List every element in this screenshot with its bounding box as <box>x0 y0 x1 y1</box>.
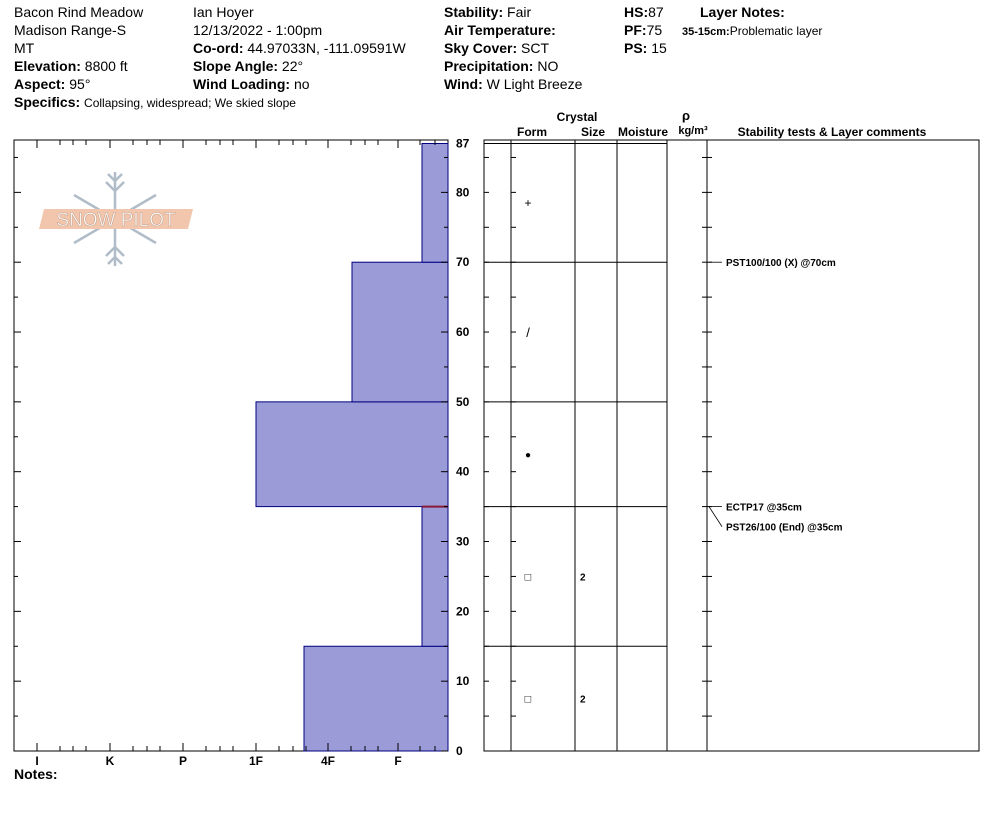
air-temp-label: Air Temperature: <box>444 22 556 38</box>
crystal-size-3: 2 <box>580 572 586 584</box>
precip-label: Precipitation: <box>444 58 534 74</box>
form-header: Form <box>517 125 547 139</box>
table-ticks <box>484 157 712 716</box>
moisture-header: Moisture <box>617 125 669 139</box>
size-header: Size <box>580 125 606 139</box>
hardness-label-1f: 1F <box>248 754 264 768</box>
date-time: 12/13/2022 - 1:00pm <box>193 22 323 38</box>
y-tick-label-50: 50 <box>456 394 470 409</box>
hardness-label-p: P <box>178 754 188 768</box>
sky-label: Sky Cover: <box>444 40 518 56</box>
mountain-range: Madison Range-S <box>14 22 127 38</box>
density-unit: kg/m³ <box>678 125 708 137</box>
state: MT <box>14 40 35 56</box>
stability-label: Stability: <box>444 4 504 20</box>
coord-value: 44.97033N, -111.09591W <box>243 40 406 56</box>
layer-note-range: 35-15cm: <box>682 26 730 38</box>
hardness-label-k: K <box>105 754 115 768</box>
y-tick-label-70: 70 <box>456 255 470 270</box>
slope-value: 22° <box>278 58 304 74</box>
logo-text: SNOW PILOT <box>56 210 176 231</box>
pf-label: PF: <box>624 22 647 38</box>
aspect-label: Aspect: <box>14 76 66 92</box>
layer-note-text: Problematic layer <box>729 24 823 38</box>
hs-value: 87 <box>648 4 664 20</box>
hardness-label-i: I <box>35 754 39 768</box>
observer: Ian Hoyer <box>193 4 254 20</box>
coord-label: Co-ord: <box>193 40 244 56</box>
crystal-form-4: □ <box>524 693 532 706</box>
y-tick-label-10: 10 <box>456 674 470 689</box>
stability-test-2: PST26/100 (End) @35cm <box>726 522 843 534</box>
crystal-header: Crystal <box>556 110 598 124</box>
crystal-form-2: ● <box>524 450 532 462</box>
stability-test-0: PST100/100 (X) @70cm <box>726 258 836 270</box>
location-name: Bacon Rind Meadow <box>14 4 144 20</box>
hs-label: HS: <box>624 4 649 20</box>
elevation-value: 8800 ft <box>80 58 128 74</box>
hardness-label-4f: 4F <box>320 754 336 768</box>
hardness-bars <box>256 143 448 751</box>
crystal-form-3: □ <box>524 571 532 584</box>
stability-test-1: ECTP17 @35cm <box>726 502 802 514</box>
layer-table-frame <box>484 140 979 751</box>
stability-header: Stability tests & Layer comments <box>737 125 927 139</box>
pf-value: 75 <box>646 22 663 38</box>
specifics-label: Specifics: <box>14 94 81 110</box>
density-rho: ρ <box>681 108 691 123</box>
wind-loading-label: Wind Loading: <box>193 76 291 92</box>
y-tick-label-40: 40 <box>456 464 470 479</box>
notes-label: Notes: <box>14 766 58 782</box>
hardness-label-f: F <box>394 754 402 768</box>
y-tick-label-60: 60 <box>456 325 470 340</box>
aspect-value: 95° <box>65 76 91 92</box>
elevation-label: Elevation: <box>14 58 81 74</box>
y-tick-label-0: 0 <box>456 744 463 758</box>
crystal-form-0: + <box>524 195 532 210</box>
crystal-form-1: / <box>526 325 530 341</box>
sky-value: SCT <box>517 40 550 56</box>
y-tick-label-20: 20 <box>456 604 470 619</box>
wind-loading-value: no <box>290 76 310 92</box>
wind-value: W Light Breeze <box>482 76 583 92</box>
wind-label: Wind: <box>444 76 483 92</box>
y-tick-label-30: 30 <box>456 534 470 549</box>
specifics-value: Collapsing, widespread; We skied slope <box>84 96 296 110</box>
y-tick-label-80: 80 <box>456 185 470 200</box>
snow-pilot-logo <box>39 172 193 266</box>
slope-label: Slope Angle: <box>193 58 279 74</box>
hardness-bar-4 <box>422 143 448 262</box>
y-tick-label-87: 87 <box>456 136 470 151</box>
stability-test-pointer-2 <box>709 507 722 527</box>
hardness-bar-2 <box>256 402 448 507</box>
hardness-bar-0 <box>304 646 448 751</box>
layer-notes-label: Layer Notes: <box>700 4 785 20</box>
crystal-symbols <box>524 196 586 706</box>
ps-label: PS: <box>624 40 648 56</box>
precip-value: NO <box>533 58 559 74</box>
ps-value: 15 <box>647 40 667 56</box>
stability-value: Fair <box>503 4 532 20</box>
hardness-bar-3 <box>352 262 448 402</box>
stability-tests <box>709 258 843 533</box>
crystal-size-4: 2 <box>580 694 586 706</box>
